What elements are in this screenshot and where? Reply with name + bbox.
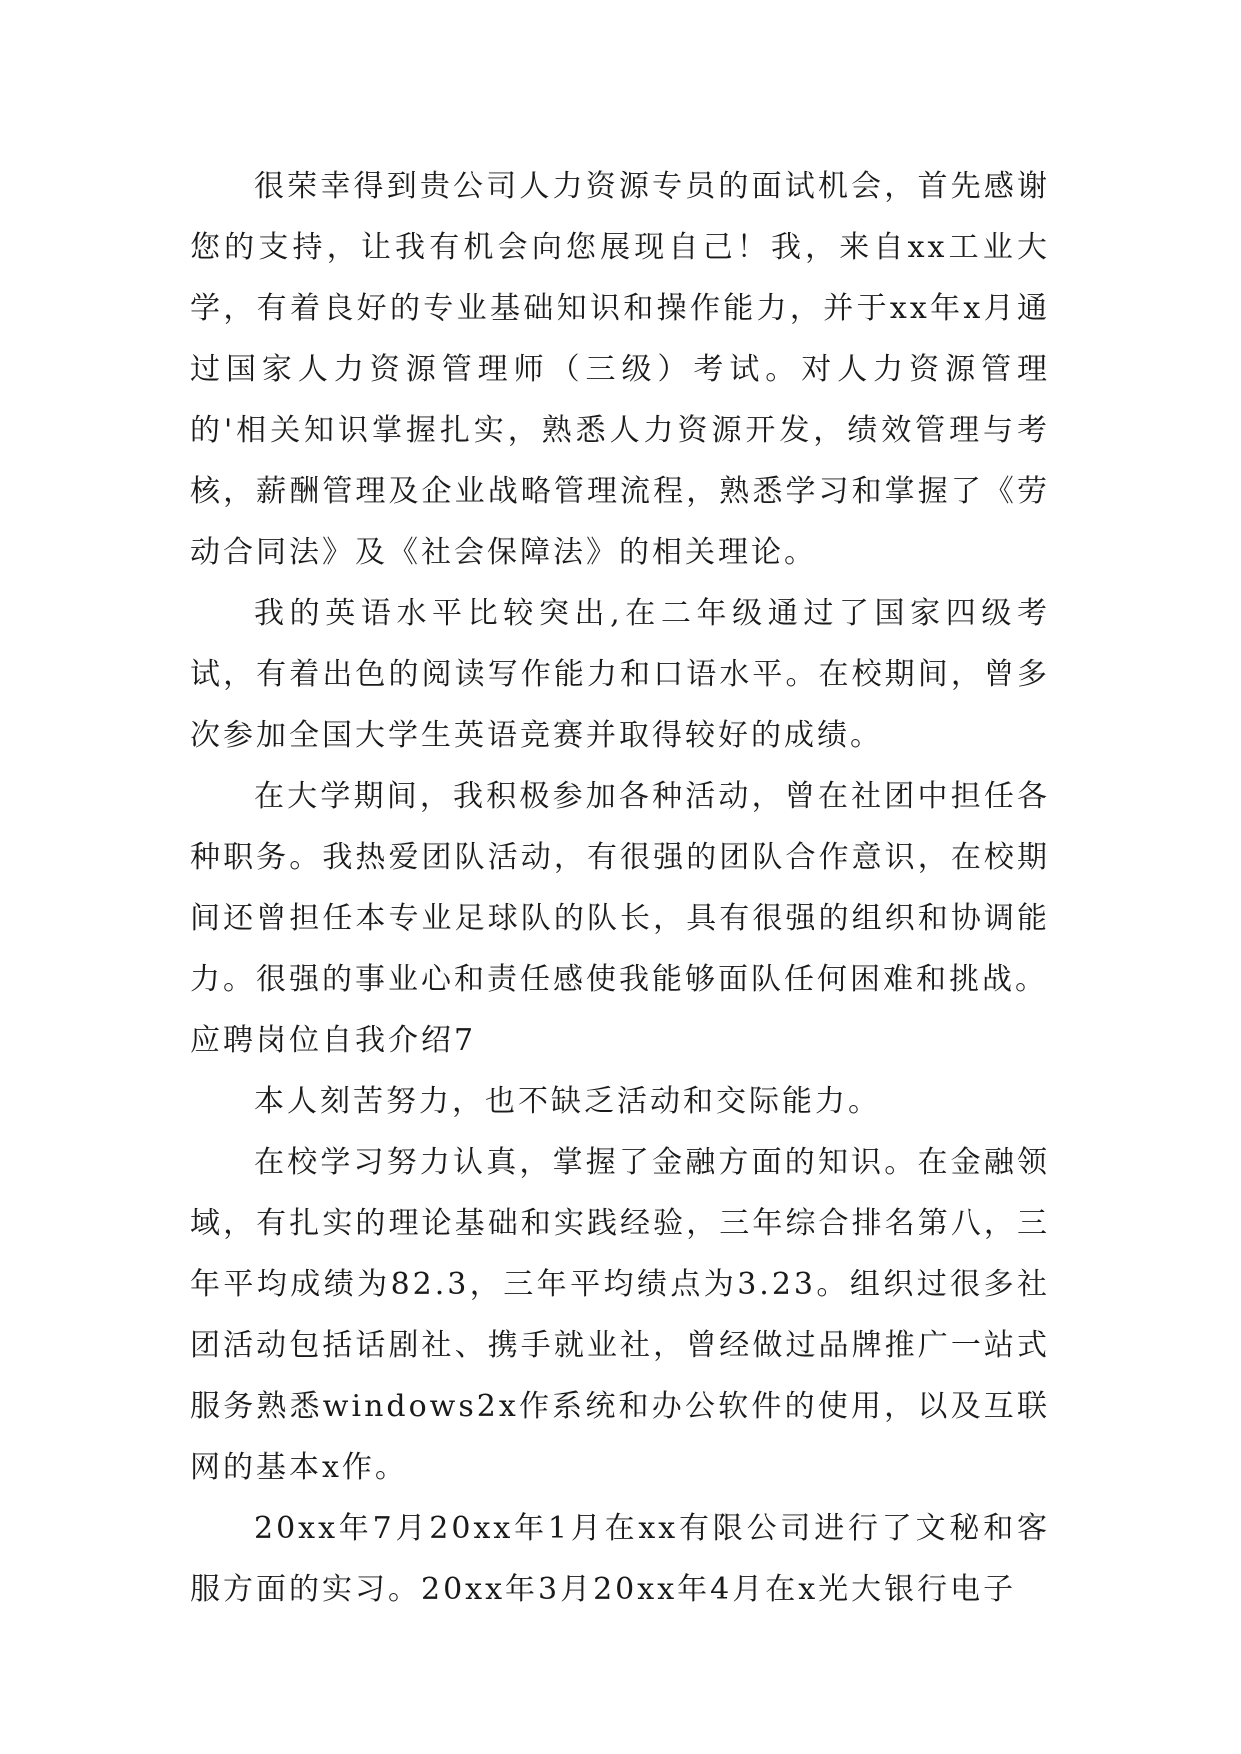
paragraph-intro: 很荣幸得到贵公司人力资源专员的面试机会，首先感谢您的支持，让我有机会向您展现自己！我，来自xx工业大学，有着良好的专业基础知识和操作能力，并于xx年x月通过国家人力资源管理师（三级）考试。对人力资源管理的'相关知识掌握扎实，熟悉人力资源开发，绩效管理与考核，薪酬管理及企业战略管理流程，熟悉学习和掌握了《劳动合同法》及《社会保障法》的相关理论。: [190, 169, 1050, 570]
paragraph-activities: 在大学期间，我积极参加各种活动，曾在社团中担任各种职务。我热爱团队活动，有很强的团队合作意识，在校期间还曾担任本专业足球队的队长，具有很强的组织和协调能力。很强的事业心和责任感使我能够面队任何困难和挑战。: [190, 779, 1050, 997]
section-heading: 应聘岗位自我介绍7: [190, 1023, 477, 1058]
paragraph-study: 在校学习努力认真，掌握了金融方面的知识。在金融领域，有扎实的理论基础和实践经验，三年综合排名第八，三年平均成绩为82.3，三年平均绩点为3.23。组织过很多社团活动包括话剧社、携手就业社，曾经做过品牌推广一站式服务熟悉windows2x作系统和办公软件的使用，以及互联网的基本x作。: [190, 1145, 1050, 1485]
paragraph-internship: 20xx年7月20xx年1月在xx有限公司进行了文秘和客服方面的实习。20xx年3月20xx年4月在x光大银行电子: [190, 1511, 1050, 1607]
paragraph-english: 我的英语水平比较突出,在二年级通过了国家四级考试，有着出色的阅读写作能力和口语水平。在校期间，曾多次参加全国大学生英语竞赛并取得较好的成绩。: [190, 596, 1050, 753]
document-body: [190, 156, 1050, 1620]
paragraph-self: 本人刻苦努力，也不缺乏活动和交际能力。: [254, 1084, 881, 1119]
